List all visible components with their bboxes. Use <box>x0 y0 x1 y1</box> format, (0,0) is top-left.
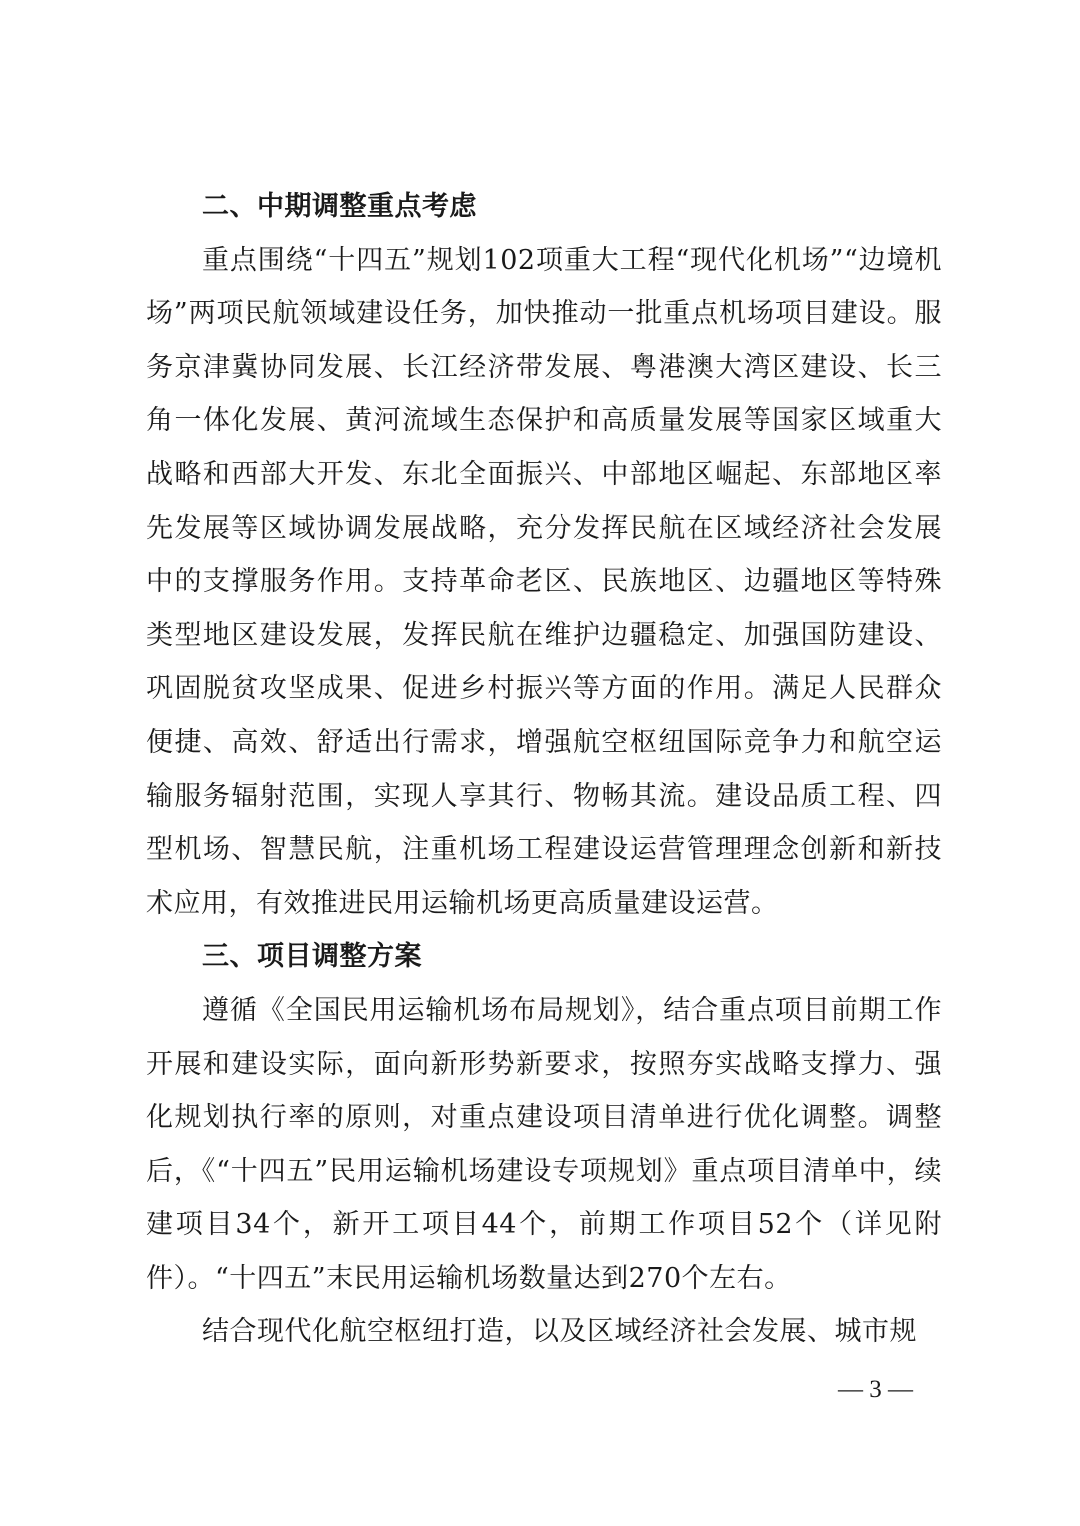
page-number: — 3 — <box>838 1376 913 1403</box>
paragraph: 遵循《全国民用运输机场布局规划》，结合重点项目前期工作开展和建设实际，面向新形势新要求，按照夯实战略支撑力、强化规划执行率的原则，对重点建设项目清单进行优化调整。调整后，《“十四五”民用运输机场建设专项规划》重点项目清单中，续建项目34个，新开工项目44个，前期工作项目52个（详见附件）。“十四五”末民用运输机场数量达到270个左右。 <box>146 994 942 1294</box>
paragraph: 结合现代化航空枢纽打造，以及区域经济社会发展、城市规 <box>202 1316 917 1348</box>
document-body <box>146 180 942 1359</box>
paragraph: 重点围绕“十四五”规划102项重大工程“现代化机场”“边境机场”两项民航领域建设任务，加快推动一批重点机场项目建设。服务京津冀协同发展、长江经济带发展、粤港澳大湾区建设、长三角一体化发展、黄河流域生态保护和高质量发展等国家区域重大战略和西部大开发、东北全面振兴、中部地区崛起、东部地区率先发展等区域协调发展战略，充分发挥民航在区域经济社会发展中的支撑服务作用。支持革命老区、民族地区、边疆地区等特殊类型地区建设发展，发挥民航在维护边疆稳定、加强国防建设、巩固脱贫攻坚成果、促进乡村振兴等方面的作用。满足人民群众便捷、高效、舒适出行需求，增强航空枢纽国际竞争力和航空运输服务辐射范围，实现人享其行、物畅其流。建设品质工程、四型机场、智慧民航，注重机场工程建设运营管理理念创新和新技术应用，有效推进民用运输机场更高质量建设运营。 <box>146 244 942 919</box>
section-heading: 二、中期调整重点考虑 <box>202 191 477 222</box>
section-heading: 三、项目调整方案 <box>202 941 422 973</box>
